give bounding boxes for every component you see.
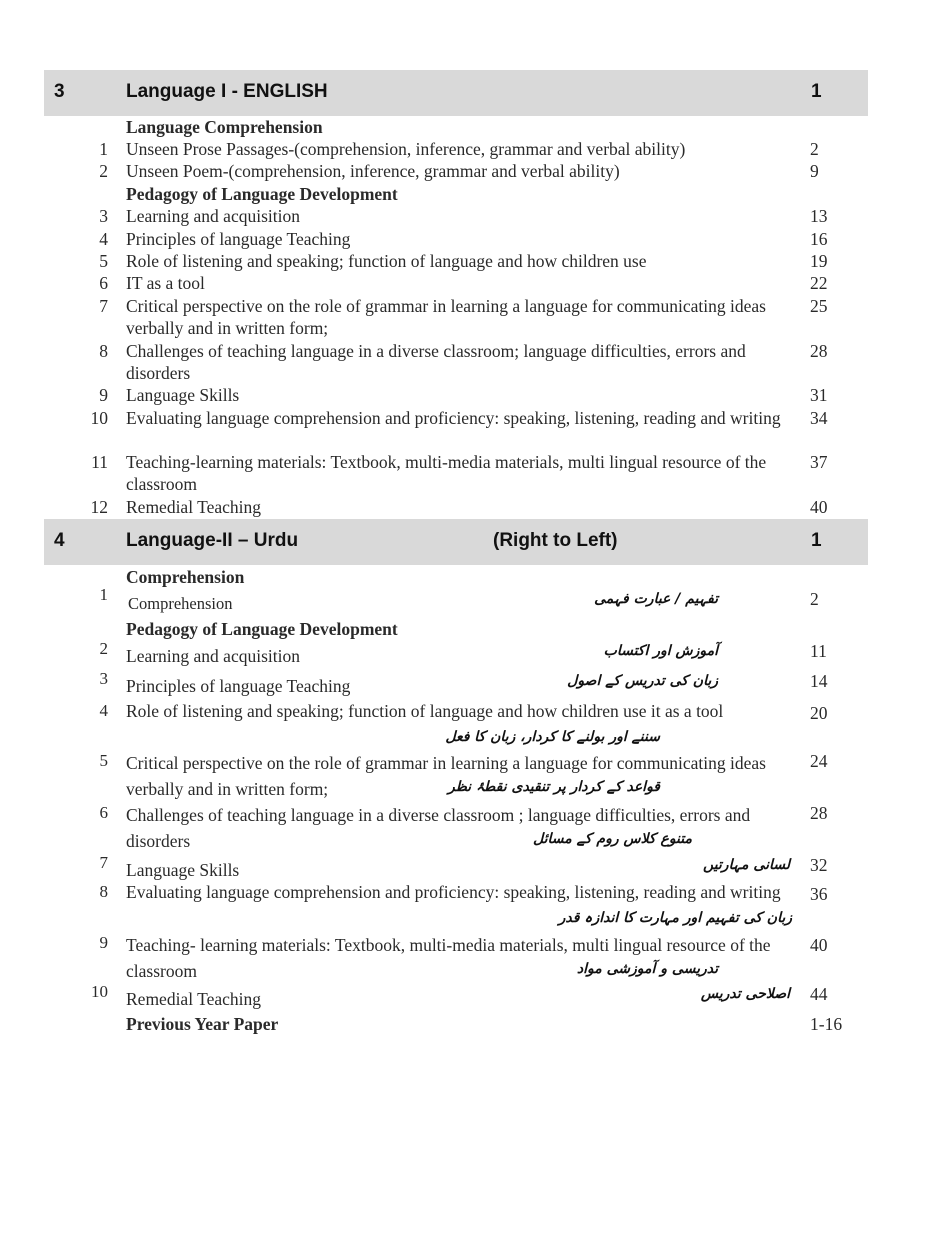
item-page: 37 xyxy=(810,452,828,472)
subheading-text: Language Comprehension xyxy=(126,117,323,137)
item-text: Role of listening and speaking; function of language and how children use it as a tool xyxy=(126,701,724,721)
item-urdu: تفہیم / عبارت فہمی xyxy=(594,591,718,607)
item-number: 1 xyxy=(99,139,108,159)
section-title: Language I - ENGLISH xyxy=(126,81,328,102)
item-page: 22 xyxy=(810,273,828,293)
section-title: Language-II – Urdu xyxy=(126,530,299,551)
item-page: 44 xyxy=(810,984,828,1004)
item-number: 10 xyxy=(90,408,108,428)
item-text: Unseen Prose Passages-(comprehension, inference, grammar and verbal ability) xyxy=(126,139,686,159)
item-text: Remedial Teaching xyxy=(126,989,262,1009)
item-text: Learning and acquisition xyxy=(126,646,300,666)
item-text: Challenges of teaching language in a diverse classroom ; language difficulties, errors and disorders xyxy=(126,805,751,851)
item-number: 3 xyxy=(99,669,108,688)
item-page: 40 xyxy=(810,935,828,955)
subheading-text: Pedagogy of Language Development xyxy=(126,184,398,204)
previous-year-paper-label: Previous Year Paper xyxy=(126,1014,279,1034)
item-page: 2 xyxy=(810,589,819,609)
item-number: 9 xyxy=(99,933,108,952)
item-page: 2 xyxy=(810,139,819,159)
section-number: 4 xyxy=(54,530,65,551)
item-urdu: اصلاحی تدریس xyxy=(700,986,790,1002)
item-text: Remedial Teaching xyxy=(126,497,262,517)
item-page: 31 xyxy=(810,385,828,405)
item-urdu: قواعد کے کردار پر تنقیدی نقطۂ نظر xyxy=(447,779,660,795)
item-page: 19 xyxy=(810,251,828,271)
item-number: 7 xyxy=(99,296,108,316)
item-text: Language Skills xyxy=(126,860,240,880)
item-number: 5 xyxy=(99,751,108,770)
item-text: Principles of language Teaching xyxy=(126,229,351,249)
section-header-urdu xyxy=(44,519,868,565)
item-text: Role of listening and speaking; function of language and how children use xyxy=(126,251,647,271)
item-number: 4 xyxy=(99,229,108,249)
item-number: 2 xyxy=(99,639,108,658)
item-number: 3 xyxy=(99,206,108,226)
item-text: Learning and acquisition xyxy=(126,206,300,226)
item-number: 4 xyxy=(99,701,108,720)
item-number: 6 xyxy=(99,803,108,822)
item-page: 34 xyxy=(810,408,828,428)
item-number: 7 xyxy=(99,853,108,872)
previous-year-paper-page: 1-16 xyxy=(810,1014,843,1034)
item-number: 10 xyxy=(91,982,108,1001)
item-urdu: آموزش اور اکتساب xyxy=(603,643,718,659)
item-page: 25 xyxy=(810,296,828,316)
item-page: 28 xyxy=(810,341,828,361)
section-page: 1 xyxy=(811,81,822,102)
item-number: 1 xyxy=(99,585,108,604)
item-number: 11 xyxy=(91,452,108,472)
item-text: Evaluating language comprehension and proficiency: speaking, listening, reading and writing xyxy=(126,408,781,428)
subheading-text: Comprehension xyxy=(126,567,245,587)
item-page: 9 xyxy=(810,161,819,181)
section-note: (Right to Left) xyxy=(493,530,618,551)
item-page: 20 xyxy=(810,703,828,723)
item-text: Critical perspective on the role of grammar in learning a language for communicating ideas verbally and in written form; xyxy=(126,753,766,799)
item-number: 2 xyxy=(99,161,108,181)
item-urdu: سننے اور بولنے کا کردار، زبان کا فعل xyxy=(445,729,660,745)
item-text: IT as a tool xyxy=(126,273,205,293)
item-text: Critical perspective on the role of grammar in learning a language for communicating ideas verbally and in written form; xyxy=(126,296,766,339)
item-text: Principles of language Teaching xyxy=(126,676,351,696)
item-page: 11 xyxy=(810,641,827,661)
item-page: 32 xyxy=(810,855,828,875)
item-page: 28 xyxy=(810,803,828,823)
item-page: 13 xyxy=(810,206,828,226)
item-urdu: زبان کی تدریس کے اصول xyxy=(567,673,718,689)
item-number: 12 xyxy=(90,497,108,517)
subheading-text: Pedagogy of Language Development xyxy=(126,619,398,639)
item-number: 8 xyxy=(99,341,108,361)
item-urdu: زبان کی تفہیم اور مہارت کا اندازہ قدر xyxy=(558,910,792,926)
item-text: Teaching- learning materials: Textbook, multi-media materials, multi lingual resource of the classroom xyxy=(126,935,771,981)
item-page: 40 xyxy=(810,497,828,517)
item-page: 16 xyxy=(810,229,828,249)
item-number: 9 xyxy=(99,385,108,405)
item-page: 36 xyxy=(810,884,828,904)
item-urdu: متنوع کلاس روم کے مسائل xyxy=(533,831,692,847)
item-urdu: تدریسی و آموزشی مواد xyxy=(576,961,718,977)
section-number: 3 xyxy=(54,81,65,102)
section-header-english xyxy=(44,70,868,116)
item-text: Challenges of teaching language in a diverse classroom; language difficulties, errors and disorders xyxy=(126,341,746,384)
item-number: 6 xyxy=(99,273,108,293)
item-text: Unseen Poem-(comprehension, inference, grammar and verbal ability) xyxy=(126,161,620,181)
item-text: Teaching-learning materials: Textbook, multi-media materials, multi lingual resource of the classroom xyxy=(126,452,767,495)
section-page: 1 xyxy=(811,530,822,551)
item-page: 24 xyxy=(810,751,828,771)
item-text: Evaluating language comprehension and proficiency: speaking, listening, reading and writing xyxy=(126,882,781,902)
item-number: 5 xyxy=(99,251,108,271)
item-text: Language Skills xyxy=(126,385,240,405)
item-text: Comprehension xyxy=(128,594,233,613)
item-urdu: لسانی مہارتیں xyxy=(703,857,790,873)
item-number: 8 xyxy=(99,882,108,901)
item-page: 14 xyxy=(810,671,828,691)
